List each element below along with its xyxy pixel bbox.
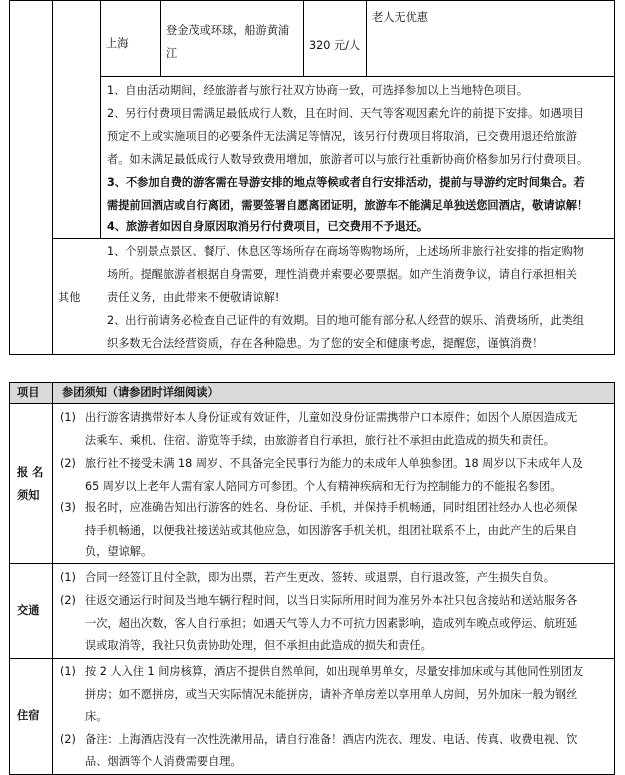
city-cell: 上海	[106, 37, 129, 50]
table2-row-divider	[9, 658, 615, 659]
free-activity-line: 者。如未满足最低成行人数导致费用增加，旅游者可以与旅行社重新协商价格参加另行付费项目。	[107, 153, 589, 166]
table2-left-border	[9, 382, 10, 775]
free-activity-line: 2、另行付费项目需满足最低成行人数，且在时间、天气等客观因素允许的前提下安排。如遇项目	[107, 107, 584, 120]
header-notice: 参团须知（请参团时详细阅读）	[62, 386, 219, 399]
notice-line: 65 周岁以上老年人需有家人陪同方可参团。个人有精神疾病和无行为控制能力的不能报名参团。	[85, 480, 562, 493]
project-cell-line: 登金茂或环球，船游黄浦	[166, 24, 290, 37]
free-activity-line-bold: 3、不参加自费的游客需在导游安排的地点等候或者自行安排活动，提前与导游约定时间集合。若	[107, 176, 585, 189]
remark-cell: 老人无优惠	[372, 11, 428, 24]
item-number: (2)	[60, 733, 76, 746]
table1-row-divider	[100, 76, 615, 77]
registration-label: 报 名	[17, 466, 44, 479]
notice-line: 出行游客请携带好本人身份证或有效证件，儿童如没身份证需携带户口本原件；如因个人原因造成无	[85, 411, 578, 424]
notice-line: 报名时，应准确告知出行游客的姓名、身份证、手机，并保持手机畅通，同时组团社经办人也必须保	[85, 501, 578, 514]
table2-row-divider	[9, 563, 615, 564]
table2-right-border	[614, 382, 615, 775]
notice-line: 一次，超出次数，客人自行承担；如遇天气等人力不可抗力因素影响，造成列车晚点或停运、航班延	[85, 617, 578, 630]
free-activity-line-bold: 4、旅游者如因自身原因取消另行付费项目，已交费用不予退还。	[107, 220, 429, 233]
other-label: 其他	[58, 291, 81, 304]
header-project: 项目	[17, 386, 40, 399]
notice-line: 床。	[85, 710, 108, 723]
item-number: (1)	[60, 411, 76, 424]
item-number: (3)	[60, 501, 76, 514]
registration-label: 须知	[17, 489, 40, 502]
item-number: (1)	[60, 571, 76, 584]
transport-label: 交通	[17, 604, 40, 617]
project-cell-line: 江	[166, 47, 178, 60]
other-line: 织多数无合法经营资质，存在各种隐患。为了您的安全和健康考虑，提醒您，谨慎消费！	[107, 337, 544, 350]
other-line: 场所。提醒旅游者根据自身需要，理性消费并索要必要票据。如产生消费争议，请自行承担相关	[107, 268, 577, 281]
lodging-label: 住宿	[17, 709, 40, 722]
table2-col-divider	[52, 382, 53, 775]
notice-line: 合同一经签订且付全款，即为出票，若产生更改、签转、或退票，自行退改签，产生损失自负。	[85, 571, 555, 584]
table1-col-divider	[52, 0, 53, 355]
notice-line: 负，望谅解。	[85, 545, 153, 558]
item-number: (2)	[60, 594, 76, 607]
table1-col-divider	[160, 0, 161, 77]
free-activity-line: 预定不上或实施项目的必要条件无法满足等情况，该另行付费项目将取消，已交费用退还给旅游	[107, 130, 577, 143]
notice-line: 备注：上海酒店没有一次性洗漱用品，请自行准备！酒店内洗衣、理发、电话、传真、收费电视、饮	[85, 733, 578, 746]
table1-right-border	[614, 0, 615, 355]
other-line: 责任义务，由此带来不便敬请谅解!	[107, 291, 280, 304]
table1-col-divider	[100, 0, 101, 239]
notice-line: 持手机畅通，以便我社接送站或其他应急，如因游客手机关机，组团社联系不上，由此产生的后果自	[85, 524, 578, 537]
table1-col-divider	[303, 0, 304, 77]
free-activity-line-bold: 需提前回酒店或自行离团，需要签署自愿离团证明，旅游车不能满足单独送您回酒店，敬请谅解！	[107, 199, 589, 212]
notice-line: 旅行社不接受未满 18 周岁、不具备完全民事行为能力的未成年人单独参团。18 周岁以下未成年人及	[85, 457, 583, 470]
notice-line: 按 2 人入住 1 间房核算，酒店不提供自然单间，如出现单男单女，尽量安排加床或与其他同性别团友	[85, 665, 584, 678]
other-line: 2、出行前请务必检查自己证件的有效期。目的地可能有部分私人经营的娱乐、消费场所，此类组	[107, 314, 584, 327]
free-activity-line: 1、自由活动期间，经旅游者与旅行社双方协商一致，可选择参加以上当地特色项目。	[107, 84, 529, 97]
notice-line: 往返交通运行时间及当地车辆行程时间，以当日实际所用时间为准另外本社只包含接站和送站服务各	[85, 594, 578, 607]
notice-line: 品、烟酒等个人消费需要自理。	[85, 755, 242, 768]
notice-line: 误或取消等，我社只负责协助处理，但不承担由此造成的损失和责任。	[85, 639, 432, 652]
item-number: (1)	[60, 665, 76, 678]
other-line: 1、个别景点景区、餐厅、休息区等场所存在商场等购物场所，上述场所非旅行社安排的指定购物	[107, 245, 584, 258]
notice-line: 拼房；如不愿拼房，或当天实际情况未能拼房，请补齐单房差以享用单人房间，另外加床一般为钢丝	[85, 688, 578, 701]
price-cell: 320 元/人	[309, 39, 361, 52]
table1-left-border	[9, 0, 10, 355]
table1-col-divider	[366, 0, 367, 77]
item-number: (2)	[60, 457, 76, 470]
table1-row-divider	[52, 238, 615, 239]
notice-line: 法乘车、乘机、住宿、游览等手续，由旅游者自行承担，旅行社不承担由此造成的损失和责任。	[85, 434, 555, 447]
